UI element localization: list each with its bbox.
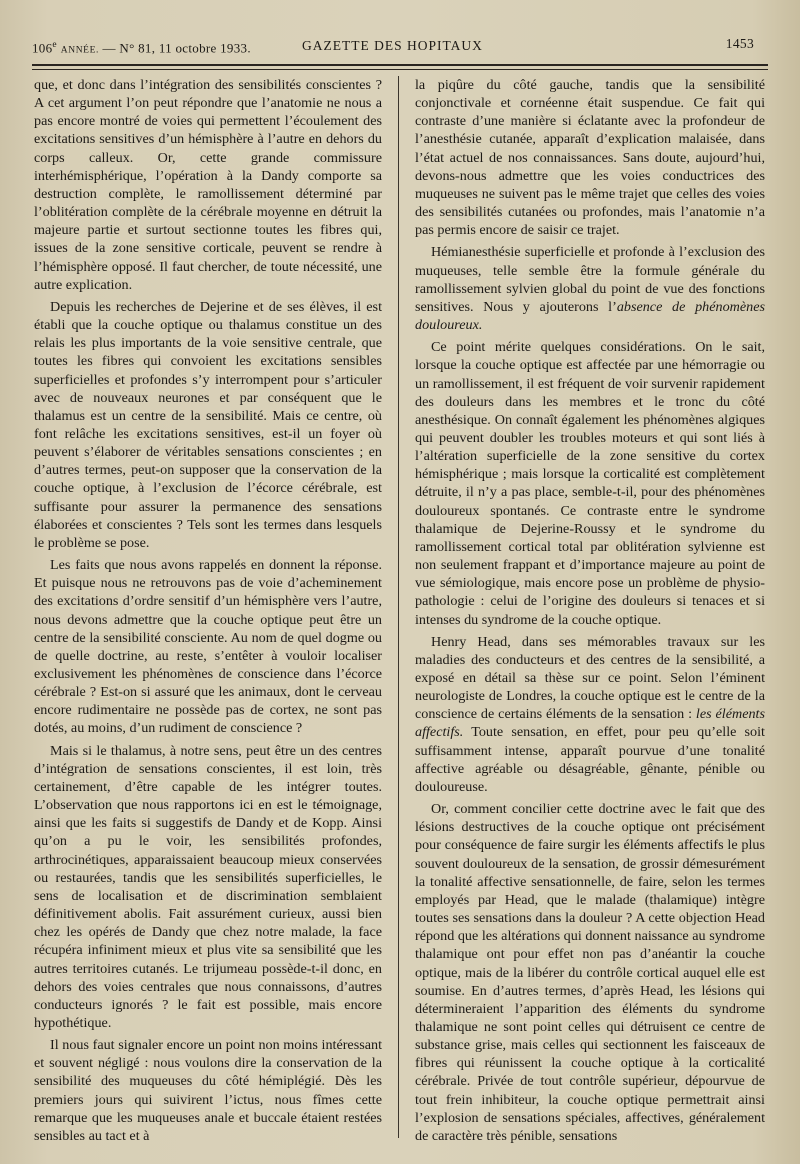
left-column bbox=[34, 76, 382, 1145]
annee-sup: e bbox=[52, 40, 58, 50]
journal-title: GAZETTE DES HOPITAUX bbox=[302, 38, 483, 53]
right-column bbox=[415, 76, 765, 1145]
page-number: 1453 bbox=[725, 36, 754, 51]
annee-number: 106 bbox=[32, 40, 53, 56]
italic-phrase: absence de phénomènes douloureux. bbox=[415, 298, 766, 334]
paragraph: Or, comment concilier cette doctrine avec le fait que des lésions destructives de la couche optique ont précisément pour conséquence de faire surgir les éléments affectifs le plus souvent douloureux de la sensation, de grossir démesurément la tonalité affective sensationnelle, de faire, selon les termes employés par Head, que le malade (thalamique) intègre toutes ses sensations dans la douleur ? A cette objection Head répond que les altérations qui donnent naissance au syndrome thalamique ont pour effet non pas d’anéantir la couche optique, mais de la libérer du contrôle cortical auquel elle est soumise. En d’autres termes, d’après Head, les lésions qui détermineraient l’apparition des éléments du syndrome thalamique ne sont point celles qui détruisent ce centre de substance grise, mais celles qui sectionnent les faisceaux de fibres qui réunissent la couche optique à la corticalité cérébrale. Privée de tout contrôle supérieur, dépourvue de tout frein inhibiteur, la couche optique permettrait ainsi l’explosion de sensations spéciales, affectives, généralement de caractère très pénible, sensations bbox=[415, 801, 765, 1144]
issue-info bbox=[32, 40, 251, 56]
text-run: Toute sensation, en effet, pour peu qu’elle soit suffisamment intense, apparaît pourvue d’une tonalité affective agréable ou désagréable, gênante, pénible ou douloureuse. bbox=[415, 724, 765, 795]
header-rule bbox=[32, 64, 768, 66]
italic-phrase: les éléments affectifs. bbox=[415, 706, 765, 741]
paragraph: Depuis les recherches de Dejerine et de ses élèves, il est établi que la couche optique ou thalamus constitue un des relais les plus importants de la voie sensitive centrale, que toutes les fibres qui convoient les excitations sensibles superficielles et profondes s’y interrompent pour s’articuler avec de nouveaux neurones et par conséquent que le thalamus est un centre de la sensibilité. Mais ce centre, où font relâche les excitations sensitives, est-il un foyer où peuvent s’élaborer de véritables sensations conscientes ; en d’autres termes, peut-on supposer que la conservation de la couche optique, à l’exclusion de l’écorce cérébrale, est suffisante pour assurer la permanence des sensations élaborées et conscientes ? Tels sont les termes dans lesquels le problème se pose. bbox=[34, 298, 382, 551]
paragraph bbox=[415, 633, 765, 796]
column-divider bbox=[398, 76, 399, 1138]
text-run: Hémianesthésie superficielle et profonde à l’exclusion des muqueuses, telle semble être la formule générale du ramollissement sylvien global du point de vue des fonctions sensitives. Nous y ajouterons l’ bbox=[415, 244, 765, 315]
paragraph: Ce point mérite quelques considérations. On le sait, lorsque la couche optique est affectée par une hémorragie ou un ramollissement, il est fréquent de voir survenir rapidement des douleurs dans les membres et le tronc du côté anesthésique. On connaît également les phénomènes algiques qui peuvent doubler les troubles moteurs et qui sont liés à l’altération superficielle de la zone sensitive du cortex hémisphérique ; mais lorsque la corticalité est complètement détruite, il n’y a pas place, semble-t-il, pour des phénomènes douloureux spontanés. Ce contraste entre le syndrome thalamique de Dejerine-Roussy et le syndrome du ramollissement cortical total par oblitération sylvienne est non seulement frappant et d’importance majeure au point de vue sémiologique, mais encore pose un problème de physio-pathologie : celui de l’origine des douleurs si tenaces et si intenses du syndrome de la couche optique. bbox=[415, 339, 765, 628]
issue-number-date: — N° 81, 11 octobre 1933. bbox=[102, 40, 251, 56]
paragraph: que, et donc dans l’intégration des sensibilités conscientes ? A cet argument l’on peut répondre que l’anatomie ne nous a pas encore montré de voies qui permettent l’écoulement des excitations sensitives d’un hémisphère à l’autre en dehors du corps calleux. Or, cette grande commissure interhémisphérique, l’opération à la Dandy comporte sa destruction complète, le ramollissement déterminé par l’oblitération complète de la cérébrale moyenne en détruit la majeure partie et surtout sectionne toutes les fibres qui, issues de la zone sensitive corticale, peuvent se rendre à l’hémisphère opposé. Il faut chercher, de toute nécessité, une autre explication. bbox=[34, 77, 382, 293]
paragraph: Les faits que nous avons rappelés en donnent la réponse. Et puisque nous ne retrouvons pas de voie d’acheminement des excitations d’ordre sensitif d’un hémisphère vers l’autre, nous devons admettre que la couche optique peut être un centre de la sensibilité consciente. Au nom de quel dogme ou de quelle doctrine, au reste, s’entêter à vouloir localiser exclusivement les phénomènes de conscience dans l’écorce cérébrale ? Est-on si assuré que les animaux, dont le cerveau encore rudimentaire ne possède pas de cortex, ne sont pas dotés, au moins, d’un rudiment de conscience ? bbox=[34, 557, 382, 737]
paragraph: Mais si le thalamus, à notre sens, peut être un des centres d’intégration de sensations conscientes, il est loin, très certainement, d’être capable de les intégrer toutes. L’observation que nous rapportons ici en est le témoignage, ainsi que les faits si suggestifs de Dandy et de Kopp. Ainsi qu’on a pu le voir, les sensibilités profondes, arthrocinétiques, apparaissaient beaucoup mieux conservées ou restaurées, tandis que les sensibilités superficielles, le sens de localisation et de discrimination semblaient définitivement abolis. Fait assurément curieux, aussi bien chez les opérés de Dandy que chez notre malade, la face récupéra infiniment mieux et plus vite sa sensibilité que les autres territoires cutanés. Le trijumeau possède-t-il donc, en dehors des voies centrales que nous connaissons, d’autres conducteurs ignorés ? le fait est possible, mais encore hypothétique. bbox=[34, 742, 382, 1031]
text-run: Henry Head, dans ses mémorables travaux sur les maladies des conducteurs et des centres de la sensibilité, a exposé en détail sa thèse sur ce point. Selon l’éminent neurologiste de Londres, la couche optique est le centre de la conscience de certains éléments de la sensation : bbox=[415, 633, 765, 723]
paragraph: Il nous faut signaler encore un point non moins intéressant et souvent négligé : nous voulons dire la conservation de la sensibilité des muqueuses du côté hémiplégié. Dès les premiers jours qui suivirent l’ictus, nous fîmes cette remarque que les muqueuses anale et buccale étaient restées sensibles au tact et à bbox=[34, 1037, 382, 1144]
running-header bbox=[32, 36, 768, 60]
paragraph: la piqûre du côté gauche, tandis que la sensibilité conjonctivale et cornéenne était suspendue. Ce fait qui contraste d’une manière si éclatante avec la profondeur de l’anesthésie cutanée, apparaît d’explication malaisée, dans l’état actuel de nos connaissances. Sans doute, aujourd’hui, devons-nous admettre que les voies conductrices des muqueuses ne suivent pas le même trajet que celles des voies des sensibilités cutanées ou profondes, mais l’anatomie n’a pas permis encore de saisir ce trajet. bbox=[415, 77, 765, 239]
annee-word: ANNÉE. bbox=[60, 45, 99, 56]
header-rule-thin bbox=[32, 69, 768, 70]
paragraph bbox=[415, 243, 765, 334]
